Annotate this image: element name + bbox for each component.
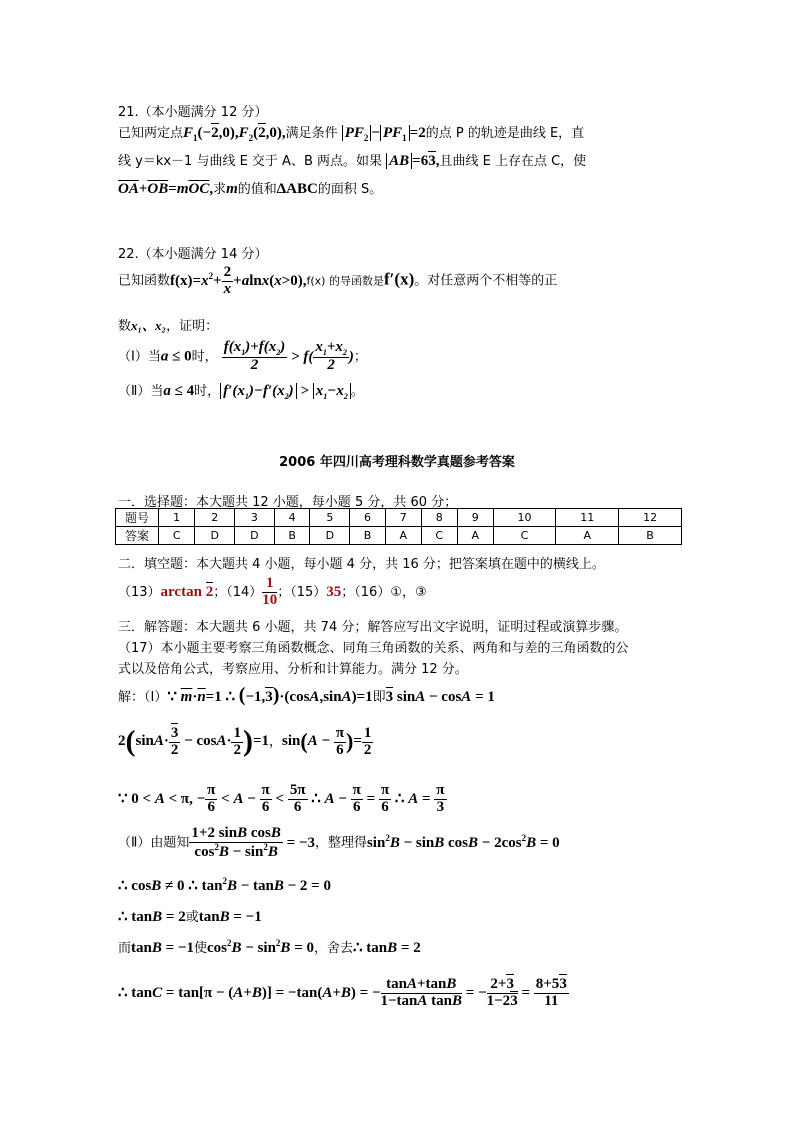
q22-part1-end: ； xyxy=(353,349,367,365)
q21-m: m xyxy=(226,181,238,197)
fill-label-13: （13） xyxy=(118,584,161,600)
table-cell: A xyxy=(556,527,619,545)
table-cell: A xyxy=(457,527,493,545)
sol-line3-eq: ∵ 0 < A < π, − $\frac{\pi}{6}$ < A − $\frac{\pi}{6}$ < $\frac{5\pi}{6}$ ∴ A − $\frac{\pi}{6}$ = $\frac{\pi}{6}$ ∴ A = $\frac{\pi}{3}$ xyxy=(118,782,445,815)
sol-line4-eq: $\frac{\text{1+2 sinB cosB}}{\cos^2B - \sin^2B}$ = −3 xyxy=(191,825,315,860)
table-cell: 9 xyxy=(457,509,493,527)
section2-heading: 二．填空题：本大题共 4 小题，每小题 4 分，共 16 分；把答案填在题中的横线上。 xyxy=(118,557,605,572)
table-cell: 8 xyxy=(421,509,457,527)
q21-condition: $PF_2 - PF_1 =2$ xyxy=(342,125,426,141)
q21-line2 xyxy=(118,150,586,170)
sol-line7-eq2: $\cos^2B - \sin^2B = 0$ xyxy=(207,938,314,956)
section3-heading: 三．解答题：本大题共 6 小题，共 74 分；解答应写出文字说明，证明过程或演算步骤。 xyxy=(118,620,628,635)
fill-label-16: ；（16） xyxy=(341,584,391,600)
q21-line2-text-b: 且曲线 E 上存在点 C，使 xyxy=(439,154,587,169)
q21-line1 xyxy=(118,122,584,143)
q22-part2-text-b: 时， xyxy=(194,384,221,399)
q21-f2: $F_2(2,0)$, xyxy=(238,125,286,143)
q22-line2-text-a: 数 xyxy=(118,319,132,334)
sol-line5-eq: ∴ cosB ≠ 0 ∴ $\tan^2B - \tan B - 2 = 0$ xyxy=(118,876,331,894)
table-cell: D xyxy=(195,527,235,545)
table-cell: 3 xyxy=(235,509,275,527)
table-row-answers xyxy=(116,527,682,545)
fill-answer-14: $\frac{1}{10}$ xyxy=(262,575,278,608)
sol-line7-eq: tanB = −1 xyxy=(131,940,194,956)
q21-triangle: ΔABC xyxy=(276,181,318,197)
sol-line7 xyxy=(118,937,421,957)
q22-derivative: f′(x) xyxy=(383,269,415,289)
q21-line3-text-d: 的面积 S。 xyxy=(317,182,383,197)
q22-line2-text-b: ，证明： xyxy=(166,319,219,334)
answer-table xyxy=(115,508,682,545)
table-cell: 7 xyxy=(385,509,421,527)
table-row-numbers xyxy=(116,509,682,527)
sol-line2-eq2: sin(A − $\frac{\pi}{6}$ )= $\frac{1}{2}$ xyxy=(282,724,372,758)
sol-line4-eq2: $\sin^2B - \sin B$ $\cos B - 2\cos^2B = 0$ xyxy=(366,832,560,851)
q21-vector-eq: $\overline{OA}+\overline{OB}=m\overline{OC}$, xyxy=(118,181,214,197)
table-cell: B xyxy=(619,527,682,545)
sol-line2-sep: ， xyxy=(269,734,283,750)
q21-ab: AB =63, xyxy=(386,151,439,169)
sol-line7-text-b: 使 xyxy=(193,941,207,956)
q22-part2-text-a: （Ⅱ）当 xyxy=(118,384,164,399)
fill-label-15: ；（15） xyxy=(277,584,327,600)
table-cell: D xyxy=(235,527,275,545)
q22-part2-cond: a ≤ 4 xyxy=(163,383,195,399)
table-cell: C xyxy=(421,527,457,545)
q22-part1-cond: a ≤ 0 xyxy=(160,348,192,365)
table-cell-header: 答案 xyxy=(116,527,159,545)
q21-line1-text-a: 已知两定点 xyxy=(118,126,184,141)
sol-line4-text-b: ，整理得 xyxy=(314,835,367,851)
sol-line7-text-c: ，舍去 xyxy=(314,941,354,956)
table-cell: 10 xyxy=(493,509,556,527)
table-cell: 12 xyxy=(619,509,682,527)
table-cell-header: 题号 xyxy=(116,509,159,527)
q22-x1x2: x₁、x₂ xyxy=(131,318,167,333)
q22-part1-ineq: $\frac{f(x_1)+f(x_2)}{2}$ > f( $\frac{x_1+x_2}{2}$ ) xyxy=(223,339,354,374)
table-cell: C xyxy=(493,527,556,545)
sol-line5 xyxy=(118,876,331,895)
q22-line1-text-c: 。对任意两个不相等的正 xyxy=(414,273,558,289)
sol-line6-eq: ∴ tanB = 2 xyxy=(118,909,186,925)
sol-line8-eq: ∴ tanC = tan[π − (A+B)] = −tan(A+B) = − $\frac{\tan A+\tan B}{\text{1−tanA tanB}}$ = − $\frac{2+3}{1-23}$ = $\frac{8+53}{11}$ xyxy=(118,976,567,1009)
table-cell: B xyxy=(350,527,386,545)
sol-line6 xyxy=(118,906,262,926)
q22-part2-end: 。 xyxy=(350,384,364,399)
sol-line7-text-a: 而 xyxy=(118,941,132,956)
sol-line1-eq: ∵ $\overline{m}\cdot\overline{n}=1$ ∴ (−1,3)·(cosA,sinA)=1 xyxy=(167,684,373,706)
fill-answer-13: arctan 2 xyxy=(160,583,214,600)
q21-line3 xyxy=(118,178,382,198)
fill-answers xyxy=(118,576,427,609)
q22-part1-text-b: 时， xyxy=(191,349,218,365)
table-cell: 4 xyxy=(274,509,310,527)
q21-line3-text-b: 求 xyxy=(213,182,227,197)
sol-line4 xyxy=(118,826,560,861)
fill-answer-16: ①，③ xyxy=(390,584,427,600)
q21-line2-text-a: 线 y＝kx－1 与曲线 E 交于 A、B 两点。如果 xyxy=(118,154,383,169)
q22-line1-text-a: 已知函数 xyxy=(118,273,171,289)
table-cell: A xyxy=(385,527,421,545)
sol-line2-eq: 2(sinA· $\frac{3}{2}$ − cosA· $\frac{1}{2}$ )=1 xyxy=(118,724,270,758)
q22-header: 22.（本小题满分 14 分） xyxy=(118,247,268,262)
sol-line1-text-b: 即 xyxy=(372,690,386,705)
q22-part1-text-a: （Ⅰ）当 xyxy=(118,349,161,365)
sol-line1-eq2: 3 sinA − cosA = 1 xyxy=(385,689,495,705)
q21-line1-text-c: 的点 P 的轨迹是曲线 E，直 xyxy=(425,126,585,141)
table-cell: 6 xyxy=(350,509,386,527)
q22-part2-ineq: $f'(x_1)-f'(x_2) > x_1-x_2$ xyxy=(220,383,351,399)
q22-part2 xyxy=(118,380,364,401)
answer-title: 2006 年四川高考理科数学真题参考答案 xyxy=(279,455,515,470)
sol-line3 xyxy=(118,783,447,816)
sol-line8 xyxy=(118,977,569,1010)
fill-answer-15: 35 xyxy=(326,583,342,600)
sol-line1 xyxy=(118,684,495,707)
table-cell: D xyxy=(310,527,350,545)
q21-line1-text-b: 满足条件 xyxy=(285,126,338,141)
fill-label-14: ；（14） xyxy=(213,584,263,600)
table-cell: 1 xyxy=(159,509,195,527)
sol-line2 xyxy=(118,725,373,759)
section1-heading: 一．选择题：本大题共 12 小题，每小题 5 分，共 60 分； xyxy=(118,495,458,510)
table-cell: B xyxy=(274,527,310,545)
table-cell: 2 xyxy=(195,509,235,527)
q22-line2 xyxy=(118,315,218,334)
sol-line6-or: 或 xyxy=(185,910,199,925)
q22-line1 xyxy=(118,265,557,298)
q21-f1: $F_1(-2,0)$, xyxy=(183,125,239,143)
q22-part1 xyxy=(118,340,367,374)
table-cell: 5 xyxy=(310,509,350,527)
p17-intro-2: 式以及倍角公式，考察应用、分析和计算能力。满分 12 分。 xyxy=(118,662,468,677)
table-cell: 11 xyxy=(556,509,619,527)
q22-line1-text-b: f(x) 的导函数是 xyxy=(306,274,384,288)
q21-line3-text-c: 的值和 xyxy=(237,182,277,197)
q21-header: 21.（本小题满分 12 分） xyxy=(118,105,268,120)
sol-line4-text-a: （Ⅱ）由题知 xyxy=(118,835,190,851)
table-cell: C xyxy=(159,527,195,545)
p17-intro-1: （17）本小题主要考察三角函数概念、同角三角函数的关系、两角和与差的三角函数的公 xyxy=(118,641,629,656)
q22-function: $f(x)=x^2+$ $\frac{2}{x}$ +alnx(x>0), xyxy=(170,264,307,297)
sol-line6-eq2: tanB = −1 xyxy=(198,909,262,925)
sol-line7-eq3: ∴ tanB = 2 xyxy=(353,940,421,956)
sol-line1-text-a: 解：（Ⅰ） xyxy=(118,690,168,705)
